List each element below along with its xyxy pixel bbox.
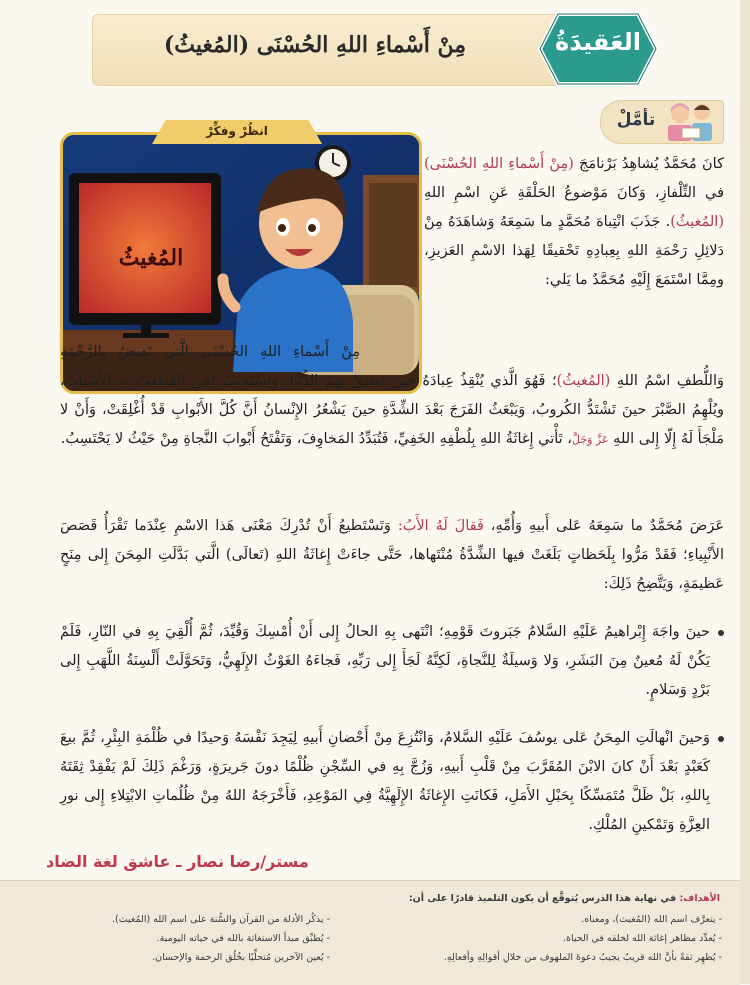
objectives-intro: في نهاية هذا الدرس يُتوقَّع أن يكون التلميذ قادرًا على أن: [408, 893, 680, 904]
bullet-ibrahim-text: حينَ واجَهَ إِبْراهيمُ عَلَيْهِ السَّلامُ جَبَروتَ قَوْمِهِ؛ انْتَهى بِهِ الحالُ إِلى أَنْ أُمْسِكَ وَقُيِّدَ، ثُمَّ أُلْقِيَ بِهِ في النّارِ، فَلَمْ يَكُنْ لَهُ مُعينٌ مِنَ البَشَرِ، وَلا وَسيلَةٌ لِلنَّجاةِ، لَكِنَّهُ لَجَأَ إِلى رَبِّهِ، فَجاءَهُ الغَوْثُ الإِلَهِيُّ، وَتَحَوَّلَتْ أَلْسِنَةُ اللَّهَبِ إِلى بَرْدٍ وَسَلامٍ. [60, 624, 710, 698]
children-reading-icon [660, 98, 720, 144]
father-highlight: فَقالَ لَهُ الأَبُ: [397, 518, 484, 534]
meaning-paragraph [60, 338, 724, 454]
reflect-label: تأمَّلْ [616, 110, 656, 130]
meaning-text-3: ، تَأْتي إِغاثَةُ اللهِ بِلُطْفِهِ الخَفِيِّ، فَتُبَدِّدُ المَخاوِفَ، وَتَفْتَحُ أَبْوابَ النَّجاةِ مِنْ حَيْثُ لا يَحْتَسِبُ. [60, 431, 572, 447]
objective-item: - يُطبِّق مبدأ الاستغاثة بالله في حياته اليومية. [40, 929, 330, 948]
objective-item: - يُظهِر ثقةً بأنَّ الله قريبٌ يجيبُ دعوةَ الملهوف من خلالِ أقوالِهِ وأفعالِهِ. [330, 948, 722, 967]
bullet-ibrahim [60, 618, 724, 705]
bullet-yusuf [60, 724, 724, 840]
objectives-title [280, 893, 720, 904]
objectives-list-right [330, 910, 722, 967]
father-paragraph [60, 512, 724, 599]
page-edge-strip [740, 0, 750, 984]
tv-screen-word: المُغيثُ [118, 245, 184, 271]
objective-item: - يُعدِّد مظاهر إغاثة الله لخلقه في الحياة. [330, 929, 722, 948]
father-text-1: عَرَضَ مُحَمَّدٌ ما سَمِعَهُ عَلى أَبيهِ وَأُمِّهِ، [483, 518, 724, 534]
intro-highlight-program: (مِنْ أَسْماءِ اللهِ الحُسْنَى) [424, 156, 574, 172]
objective-item: - يتعرَّف اسم الله (المُغيث)، ومعناه. [330, 910, 722, 929]
intro-text-2: في التِّلْفازِ، وَكانَ مَوْضوعُ الحَلْقَةِ عَنِ اسْمِ اللهِ [424, 185, 724, 201]
objective-item: - يُعين الآخرين مُتحلِّيًا بخُلُق الرحمة والإحسان. [40, 948, 330, 967]
meaning-highlight-name: (المُغيثُ) [556, 373, 611, 389]
father-text-2: وَتَسْتَطيعُ أَنْ تُدْرِكَ مَعْنَى هَذا الاسْمِ عِنْدَما تَقْرَأُ قَصَصَ الأَنْبِياءِ؛ فَقَدْ مَرُّوا بِلَحَظاتٍ بَلَغَتْ فيها الشِّدَّةُ مُنْتَهاها، حَتَّى جاءَتْ إِغاثَةُ اللهِ (تَعالَى) الَّتي بَدَّلَتِ المِحَنَ إِلى مِنَحٍ عَظيمَةٍ، وَيَتَّضِحُ ذَلِكَ: [60, 518, 724, 592]
intro-paragraph [424, 150, 724, 295]
look-and-think-label: انظُرْ وفكِّرْ [206, 124, 268, 138]
meaning-text-2: ؛ فَهُوَ الَّذي يُنْقِذُ عِبادَهُ حينَ تَضيقُ بِهِمُ الدُّنْيا، ويَسْتَجيبُ لِمَنِ انْقَطَعَتْ بِهِ الأَسْبابُ، ويُلْهِمُ الصَّبْرَ حينَ تَشْتَدُّ الكُروبُ، وَيَبْعَثُ الفَرَجَ بَعْدَ الشِّدَّةِ حينَ يَشْعُرُ الإِنْسانُ أَنَّ كُلَّ الأَبْوابِ قَدْ أُغْلِقَتْ، وَأَنْ لا مَلْجَأَ لَهُ إِلّا إِلى اللهِ [60, 373, 724, 447]
intro-text-1: كانَ مُحَمَّدٌ يُشاهِدُ بَرْنامَجَ [573, 156, 725, 172]
author-signature: مستر/رضا نصار ـ عاشق لغة الضاد [46, 852, 309, 871]
objective-item: - يذكُر الأدلة من القرآن والسُّنة على اسم الله (المُغيث). [40, 910, 330, 929]
azza-wajal-glyph: عَزَّ وَجَلَّ [571, 433, 609, 446]
meaning-text-1: مِنْ أَسْماءِ اللهِ الحُسْنَى الَّتي تَفيضُ بِالرَّحْمَةِ وَاللُّطفِ اسْمُ اللهِ [60, 344, 724, 389]
intro-text-3: . جَذَبَ انْتِباهَ مُحَمَّدٍ ما سَمِعَهُ وَشاهَدَهُ مِنْ دَلائِلِ رَحْمَةِ اللهِ بِعِبادِهِ تَحْقيقًا لِهَذا الاسْمِ العَزيزِ، ومِمَّا اسْتَمَعَ إِلَيْهِ مُحَمَّدٌ ما يَلي: [424, 214, 724, 288]
objectives-label: الأهداف: [679, 893, 720, 904]
bullet-dot [718, 736, 724, 742]
intro-highlight-name: (المُغيثُ) [670, 214, 724, 230]
objectives-list-left [40, 910, 330, 967]
section-label: العَقيدَةُ [555, 28, 641, 56]
page-title: مِنْ أَسْماءِ اللهِ الحُسْنَى (المُغيثُ) [163, 32, 467, 58]
bullet-yusuf-text: وَحينَ انْهالَتِ المِحَنُ عَلى يوسُفَ عَلَيْهِ السَّلامُ، وَانْتُزِعَ مِنْ أَحْضانِ أَبيهِ لِيَجِدَ نَفْسَهُ وَحيدًا في ظُلْمَةِ البِئْرِ، ثُمَّ بيعَ كَعَبْدٍ بَعْدَ أَنْ كانَ الابْنَ المُقَرَّبَ مِنْ قَلْبِ أَبيهِ، وَزُجَّ بِهِ في السِّجْنِ ظُلْمًا دونَ جَريرَةٍ، وَرَغْمَ ذَلِكَ لَمْ يَفْقِدْ ثِقَتَهُ بِاللهِ، بَلْ ظَلَّ مُتَمَسِّكًا بِحَبْلِ الأَمَلِ، فَكانَتِ الإِغاثَةُ الإِلَهِيَّةُ فِي المَوْعِدِ، فَأَخْرَجَهُ اللهُ مِنْ ظُلُماتِ الابْتِلاءِ إِلى نورِ العِزَّةِ وَتَمْكينِ المُلْكِ. [60, 730, 710, 833]
bullet-dot [718, 630, 724, 636]
